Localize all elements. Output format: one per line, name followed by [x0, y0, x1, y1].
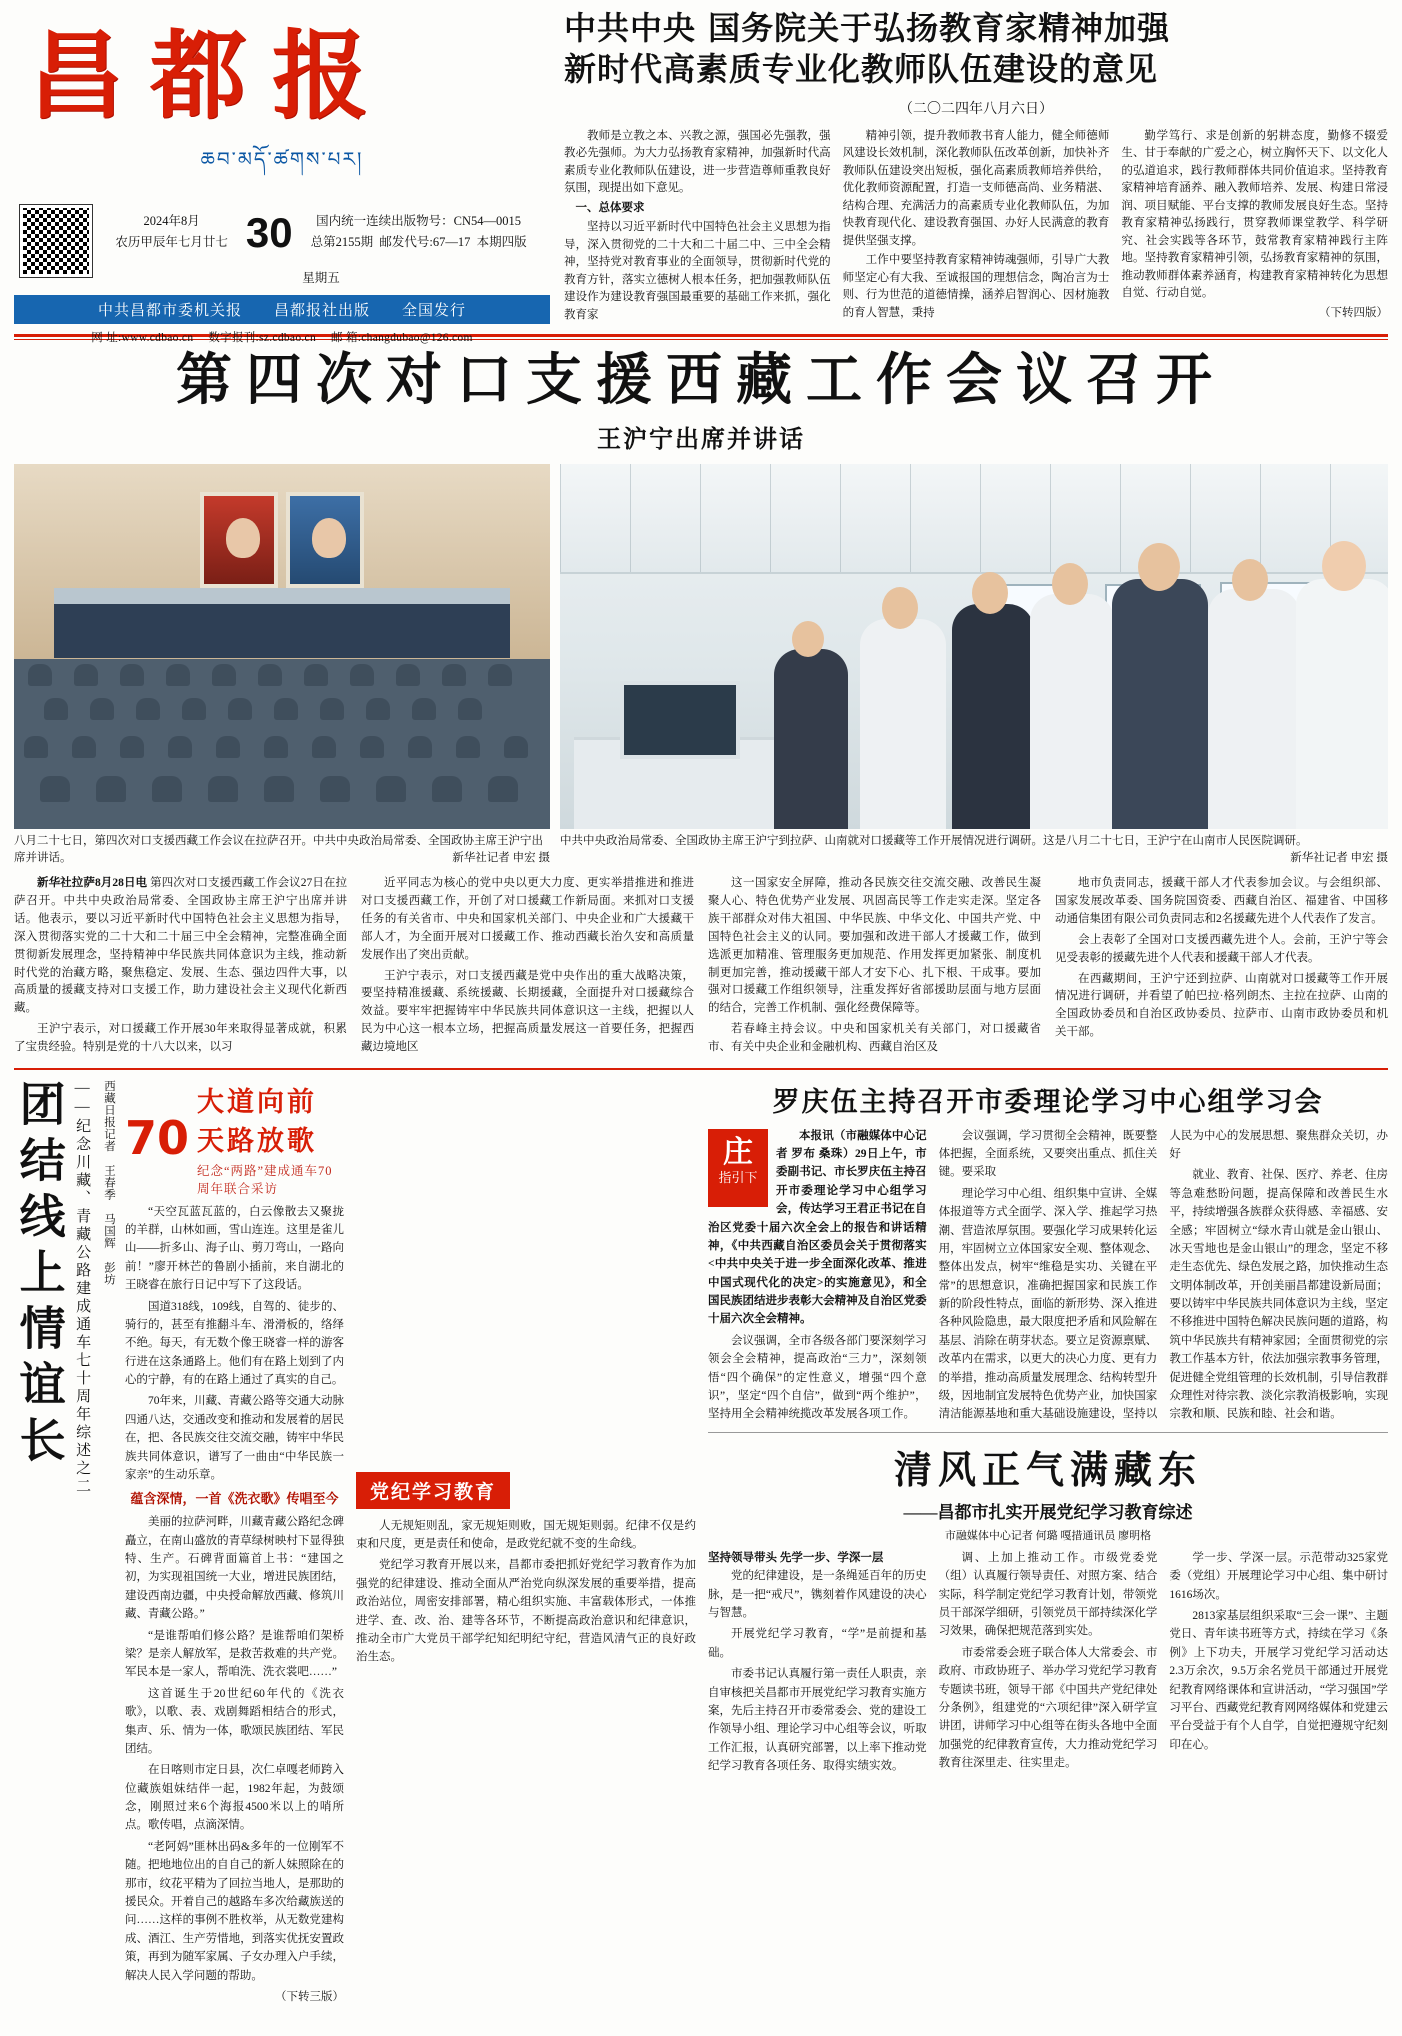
lead-col-3 [708, 875, 1041, 1059]
photo-meeting [14, 464, 550, 829]
dateline: 本报讯（市融媒体中心记者 罗布 桑珠）29日上午，市委副书记、市长罗庆伍主持召开市委理论学习中心组学习会，传达学习王君正书记在自治区党委十届六次全会上的报告和讲话精神，《中共西藏自治区委员会关于贯彻落实<中共中央关于进一步全面深化改革、推进中国式现代化的决定>的实施意见》，和全国民族团结进步表彰大会精神及自治区党委十届六次全会精神。 [708, 1129, 927, 1326]
lead-photos [14, 464, 1388, 829]
portrait-left-icon [200, 492, 278, 588]
feature-vertical-byline: 西藏日报记者 王春季 马国辉 彭坊 [102, 1079, 115, 1286]
top-headline-line2: 新时代高素质专业化教师队伍建设的意见 [564, 49, 1159, 88]
feature-subhead: 蕴含深情，一首《洗衣歌》传唱至今 [130, 1491, 339, 1507]
issue-number: 总第2155期 [310, 235, 374, 250]
photo2-credit: 新华社记者 申宏 摄 [1290, 852, 1388, 865]
paragraph: “老阿妈”匪林出码&多年的一位刚军不随。把地地位出的自自己的新人妹照除在的那市，纹花平精为了回拉当地人，是那助的援民众。开着自己的越路车多次给藏族送的问……这样的事例不胜枚举，从无数党建构成、酒江、生产劳惜地，到落实优抚安置政策，再到为随军家属、子女办理入户手续，解决人民入学问题的帮助。 [124, 1840, 344, 1982]
divider-red-2 [14, 1068, 1388, 1070]
study-meeting-body [708, 1127, 1388, 1426]
paragraph: 这首诞生于20世纪60年代的《洗衣歌》，以歌、表、戏剧舞蹈相结合的形式，集声、乐、情为一体，歌颂民族团结、军民团结。 [124, 1687, 344, 1755]
newspaper-title: 昌都报 [28, 19, 394, 132]
right-column [708, 1080, 1388, 1780]
lead-col-2 [361, 875, 694, 1059]
jump-note[interactable]: （下转四版） [1319, 306, 1389, 319]
paragraph: 调、上加上推动工作。市级党委党（组）认真履行领导责任、对照方案、结合实际，科学制定党纪学习教育计划，带领党员干部深学细研，引领党员干部持续深化学习效果，确保把规范落到实处。 [938, 1551, 1158, 1638]
paragraph: 开展党纪学习教育，“学”是前提和基础。 [708, 1628, 927, 1659]
study-meeting-headline: 罗庆伍主持召开市委理论学习中心组学习会 [772, 1086, 1324, 1118]
paragraph: 理论学习中心组、组织集中宣讲、全媒体报道等方式全面学、深入学、推起学习热潮、营造浓厚氛围。要强化学习成果转化运用，牢固树立立体国家安全观、整体观念、整体出发点，树牢“维稳是实功、关键在平常”的思想意识，准确把握国家和民族工作新的阶段性特点，面临的新形势、深入推进各种风险隐患，最大限度把矛盾和风险解在基层、消除在萌芽状态。要立足资源禀赋、改革内在需求，以更大的决心力度、更有力的举措，推动高质量发展理念、结构转型升级，因地制宜发展特色优势产业，加快国家清洁能源基地和重大基础设施建设，坚持以人民为中心的发展思想、聚焦群众关切，办好 [938, 1129, 1388, 1421]
qingfeng-section-head: 坚持领导带头 先学一步、学深一层 [708, 1551, 884, 1564]
publisher-bar: 中共昌都市委机关报 昌都报社出版 全国发行 [14, 295, 550, 324]
feature-body [125, 1203, 344, 2007]
issue-info [92, 199, 550, 289]
postal-code: 邮发代号:67—17 [379, 235, 471, 250]
paragraph: 党的纪律建设，是一条绳延百年的历史脉，是一把“戒尺”，镌刻着作风建设的决心与智慧。 [708, 1570, 927, 1619]
day-number: 30 [245, 208, 293, 256]
qingfeng-subheadline: ——昌都市扎实开展党纪学习教育综述 [903, 1502, 1193, 1522]
feature-vertical-subtitle: ——纪念川藏、青藏公路建成通车七十周年综述之二 [74, 1079, 91, 1496]
qingfeng-body [708, 1549, 1388, 1779]
photo1-credit: 新华社记者 申宏 摄 [452, 852, 550, 865]
lead-article-body [14, 875, 1388, 1059]
paragraph: 教师是立教之本、兴教之源，强国必先强教，强教必先强师。为大力弘扬教育家精神，加强新时代高素质专业化教师队伍建设，进一步营造尊师重教良好氛围，现提出如下意见。 [564, 129, 831, 195]
jump-note[interactable]: （下转三版） [275, 1991, 344, 2003]
qingfeng-byline: 市融媒体中心记者 何璐 嘎措通讯员 廖明格 [944, 1529, 1152, 1542]
feature-vertical-title: 团结线上情谊长 [12, 1079, 67, 1472]
portrait-right-icon [286, 492, 364, 588]
anniversary-number: 70 [124, 1111, 189, 1166]
photo1-caption: 八月二十七日，第四次对口支援西藏工作会议在拉萨召开。中共中央政治局常委、全国政协主席王沪宁出席并讲话。 [14, 834, 543, 865]
paragraph: 学一步、学深一层。示范带动325家党委（党组）开展理论学习中心组、集中研讨1616场次。 [1169, 1551, 1389, 1601]
paragraph: “天空瓦蓝瓦蓝的，白云像散去又聚拢的羊群，山林如画，雪山连连。这里是雀儿山——折多山、海子山、剪刀弯山，一路向前！”廖开林芒的鲁剧小插前，来自湖北的王晓睿在旅行日记中写下了这段话。 [124, 1205, 344, 1292]
kicker-title: 大道向前 天路放歌 [196, 1086, 317, 1157]
tibetan-title: ཆབ་མདོ་ཚགས་པར། [200, 146, 364, 171]
lead-col-4 [1055, 875, 1388, 1059]
paragraph: 近平同志为核心的党中央以更大力度、更实举措推进和推进对口支援西藏工作，开创了对口援藏工作新局面。来抓对口支援任务的有关省市、中央和国家机关部门、中央企业和广大援藏干部人才，为全面开展对口援藏工作、推动西藏长治久安和高质量发展作出了突出贡献。 [361, 877, 694, 961]
paragraph: 市委书记认真履行第一责任人职责，亲自审核把关昌都市开展党纪学习教育实施方案，先后主持召开市委常委会、党的建设工作领导小组、理论学习中心组等会议，听取工作汇报，认真研究部署，以上率下推动党纪学习教育各项任务、取得实绩实效。 [708, 1668, 927, 1773]
bottom-section [12, 1079, 1389, 2003]
party-discipline-body [356, 1517, 696, 1667]
paragraph: 就业、教育、社保、医疗、养老、住房等急难愁盼问题，提高保障和改善民生水平，持续增强各族群众获得感、幸福感、安全感；牢固树立“绿水青山就是金山银山、冰天雪地也是金山银山”的理念，坚定不移走生态优先、绿色发展之路，加快推动生态文明体制改革，开创美丽昌都建设新局面；要以铸牢中华民族共同体意识为主线，坚定不移推进中国特色解决民族问题的道路，构筑中华民族共有精神家园；全面贯彻党的宗教工作基本方针，依法加强宗教事务管理，促进健全党组管理的长效机制，引导信教群众理性对待宗教、淡化宗教消极影响，实现宗教和顺、民族和睦、社会和谐。 [1169, 1169, 1388, 1421]
top-headline-line1: 中共中央 国务院关于弘扬教育家精神加强 [564, 9, 1171, 47]
anniversary-kicker [125, 1080, 344, 1197]
paragraph: 党纪学习教育开展以来，昌都市委把抓好党纪学习教育作为加强党的纪律建设、推动全面从严治党向纵深发展的重要举措，提高政治站位，周密安排部署，精心组织实施、丰富载体形式，一体推进学、查、改、治、建等各环节，不断提高政治意识和纪律意识，推动全市广大党员干部学纪知纪明纪守纪，营造风清气正的良好政治生态。 [356, 1559, 696, 1664]
section-sub: 一、总体要求 [575, 201, 645, 214]
paragraph: 在西藏期间，王沪宁还到拉萨、山南就对口援藏等工作开展情况进行调研，并看望了帕巴拉·格列朗杰、主拉在拉萨、山南的全国政协委员和自治区政协委员、拉萨市、山南市政协委员和机关干部。 [1055, 972, 1388, 1038]
paragraph: 坚持以习近平新时代中国特色社会主义思想为指导，深入贯彻党的二十大和二十届二中、三中全会精神，坚持党对教育事业的全面领导，贯彻新时代党的教育方针，落实立德树人根本任务，把加强教师队伍建设作为建设教育强国最重要的基础工作来抓，强化教育家 [564, 221, 831, 321]
top-col-3 [1121, 128, 1388, 326]
paragraph: 若春峰主持会议。中央和国家机关有关部门，对口援藏省市、有关中央企业和金融机构、西藏自治区及 [708, 1022, 1041, 1053]
masthead-right [550, 8, 1388, 328]
digital-edition-link[interactable]: 数字报刊:sz.cdbao.cn [208, 332, 316, 345]
lead-subheadline: 王沪宁出席并讲话 [597, 426, 805, 453]
paragraph: “是谁帮咱们修公路？是谁帮咱们架桥梁？是亲人解放军，是救苦救难的共产党。军民本是一家人，帮咱洗、洗衣裳吧……” [124, 1629, 344, 1679]
seal-icon: 庄 指引下 [708, 1129, 768, 1207]
photo-captions [14, 833, 1388, 868]
feature-vertical [12, 1079, 344, 2003]
email-link[interactable]: 邮 箱:changdubao@126.com [330, 332, 473, 345]
party-discipline-badge: 党纪学习教育 [356, 1472, 510, 1509]
paragraph: 市委常委会班子联合体人大常委会、市政府、市政协班子、举办学习党纪学习教育专题读书班，领导干部《中国共产党纪律处分条例》，组建党的“六项纪律”深入研学宣讲团，讲师学习中心组等在街头各地中全面加强党的纪律教育宣传，大力推动党纪学习教育往深里走、往实里走。 [938, 1646, 1158, 1770]
paragraph: 国道318线，109线，自驾的、徒步的、骑行的，甚至有推翻斗车、滑滑板的，络绎不绝。每天，有无数个像王晓睿一样的游客行进在这条通路上。他们有在路上划到了内心的宁静，有的在路上通过了真实的自己。 [124, 1300, 344, 1387]
paragraph: 会议强调，全市各级各部门要深刻学习领会全会精神，提高政治“三力”，深刻领悟“四个确保”的定性意义，增强“四个意识”，坚定“四个自信”，做到“两个维护”，坚持用全会精神统揽改革发展各项工作。 [708, 1334, 927, 1421]
contact-line [14, 329, 550, 345]
photo2-caption: 中共中央政治局常委、全国政协主席王沪宁到拉萨、山南就对口援藏等工作开展情况进行调研。这是八月二十七日，王沪宁在山南市人民医院调研。 [560, 834, 1308, 847]
qingfeng-headline: 清风正气满藏东 [893, 1446, 1202, 1492]
paragraph: 这一国家安全屏障，推动各民族交往交流交融、改善民生凝聚人心、特色优势产业发展、巩固高民等工作走实走深。坚定各族干部群众对伟大祖国、中华民族、中华文化、中国共产党、中国特色社会主义的认同。要加强和改进干部人才援藏工作，做到选派更加精准、管理服务更加规范、作用发挥更加紧张、制度机制更加完善，推动援藏干部人才安下心、扎下根、干成事。要加强对口援藏工作组织领导，注重发挥好省部援助层面与地方层面的结合，完善工作机制、强化经费保障等。 [708, 877, 1041, 1015]
qr-code-icon[interactable] [20, 205, 92, 277]
lunar-date: 农历甲辰年七月廿七 [115, 235, 228, 250]
paragraph: 人无规矩则乱，家无规矩则败，国无规矩则弱。纪律不仅是约束和尺度，更是责任和使命，是政党纪就不变的生命线。 [356, 1519, 696, 1550]
top-col-2 [843, 128, 1110, 326]
paragraph: 70年来，川藏、青藏公路等交通大动脉四通八达，交通改变和推动和发展着的居民在，把、各民族交往交流交融，铸牢中华民族共同体意识，谱写了一曲由“中华民族一家亲”的生动乐章。 [124, 1395, 344, 1482]
divider-gray [708, 1432, 1388, 1433]
photo-hospital-visit [560, 464, 1388, 829]
paragraph: 第四次对口支援西藏工作会议27日在拉萨召开。中共中央政治局常委、全国政协主席王沪宁出席并讲话。他表示，要以习近平新时代中国特色社会主义思想为指导，深入贯彻落实党的二十大和二十届三中全会精神，完整准确全面贯彻新发展理念，坚持精神中华民族共同体意识为主线，推动新时代党的治藏方略，聚焦稳定、发展、生态、强边四件大事，以高质量的援藏支持对口支援工作，助力建设社会主义现代化新西藏。 [14, 877, 348, 1015]
kicker-subtitle: 纪念“两路”建成通车70周年联合采访 [196, 1163, 333, 1196]
masthead [14, 8, 1389, 345]
paragraph: 会上表彰了全国对口支援西藏先进个人。会前，王沪宁等会见受表彰的援藏先进个人代表和援藏干部人才代表。 [1055, 933, 1388, 964]
masthead-left [14, 8, 550, 345]
paragraph: 工作中要坚持教育家精神铸魂强师，引导广大教师坚定心有大我、至诚报国的理想信念，陶冶言为士则、行为世范的道德情操，涵养启智润心、因材施教的育人智慧，秉持 [842, 254, 1110, 319]
paragraph: 勤学笃行、求是创新的躬耕态度，勤修不辍爱生、甘于奉献的广爱之心，树立胸怀天下、以文化人的弘道追求，践行教师群体共同价值追求。坚持教育家精神培育涵养、融入教师培养、发展、构建日常浸润、项目赋能、平台支撑的教师发展良好生态。坚持教育家精神弘扬践行，贯穿教师课堂教学、科学研究、社会实践等各环节，鼓常教育家精神践行主阵地。坚持教育家精神引领，弘扬教育家精神的氛围，推动教师群体素养涵育，构建教育家精神转化为思想自觉、行动自觉。 [1121, 129, 1389, 300]
paragraph: 王沪宁表示，对口援藏工作开展30年来取得显著成就，积累了宝贵经验。特别是党的十八大以来，以习 [14, 1022, 347, 1053]
paragraph: 美丽的拉萨河畔，川藏青藏公路纪念碑矗立，在南山盛放的青草绿树映村下显得独特、生产。石碑背面篇首上书：“建国之初，为实现祖国统一大业，增进民族团结，建设西南边疆，中央授命解放西藏、修筑川藏、青藏公路。” [124, 1516, 344, 1621]
masthead-info [14, 199, 550, 289]
party-discipline-column [356, 1080, 696, 1780]
lead-headline: 第四次对口支援西藏工作会议召开 [176, 347, 1226, 413]
top-headline-body [564, 128, 1388, 326]
weekday: 星期五 [302, 270, 340, 285]
website-link[interactable]: 网 址:www.cdbao.cn [91, 332, 194, 345]
top-headline-date: （二〇二四年八月六日） [899, 101, 1053, 117]
paragraph: 会议强调，学习贯彻全会精神，既要整体把握，全面系统，又要突出重点、抓住关键。要采取 [938, 1129, 1158, 1179]
paragraph: 2813家基层组织采取“三会一课”、主题党日、青年读书班等方式，持续在学习《条例》上下功夫，开展学习党纪学习活动达2.3万余次，9.5万余名党员干部通过开展党纪教育网络课体和宣讲活动，“学习强国”学习平台、西藏党纪教育网网络媒体和党建云平台受益于有个人自学，自觉把遵规守纪刻印在心。 [1169, 1610, 1389, 1751]
paragraph: 王沪宁表示，对口支援西藏是党中央作出的重大战略决策，要坚持精准援藏、系统援藏、长期援藏，全面提升对口援藏综合效益。要牢牢把握铸牢中华民族共同体意识这一主线，把握以人民为中心这一根本立场，把握高质量发展这一首要任务，把握西藏边境地区 [361, 969, 694, 1053]
publish-date: 2024年8月 [143, 214, 200, 229]
page-count: 本期四版 [476, 235, 527, 250]
lead-col-1 [14, 875, 347, 1059]
paragraph: 在日喀则市定日县，次仁卓嘎老师跨入位藏族姐妹结伴一起，1982年起，为鼓颂念，刚照过来6个海报4500米以上的哨所点。歌传唱，点滴深情。 [124, 1764, 344, 1832]
paragraph: 精神引领，提升教师教书育人能力，健全师德师风建设长效机制，深化教师队伍改革创新，加快补齐教师队伍建设突出短板，强化高素质教师培养供给，优化教师资源配置，打造一支师德高尚、业务精湛、结构合理、充满活力的高素质专业化教师队伍，为加快教育现代化、建设教育强国、办好人民满意的教育提供坚强支撑。 [842, 129, 1110, 247]
license-number: 国内统一连续出版物号：CN54—0015 [316, 214, 522, 229]
agency-dateline: 新华社拉萨8月28日电 [37, 877, 148, 890]
paragraph: 地市负责同志，援藏干部人才代表参加会议。与会组织部、国家发展改革委、国务院国资委、西藏自治区、福建省、中国移动通信集团有限公司负责同志和2名援藏先进个人代表作了发言。 [1055, 877, 1388, 926]
top-col-1 [564, 128, 831, 326]
